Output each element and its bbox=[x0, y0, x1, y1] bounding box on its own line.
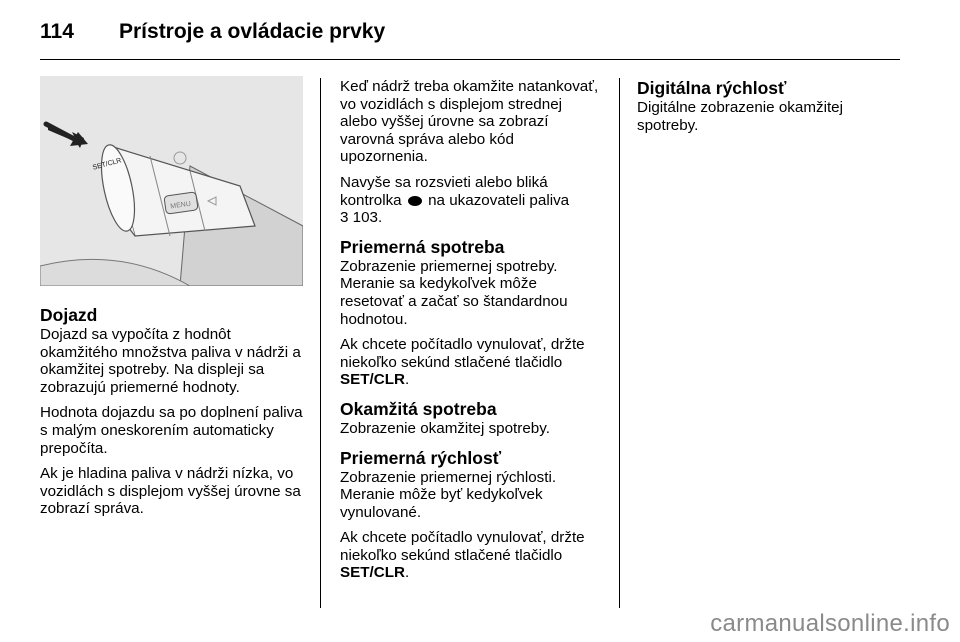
column-divider-2 bbox=[619, 78, 620, 608]
set-clr-button-ref: SET/CLR bbox=[340, 371, 405, 389]
column-1 bbox=[40, 76, 305, 526]
speed-reset-text: Ak chcete počítadlo vynulovať, držte niekoľko sekúnd stlačené tlačidlo bbox=[340, 529, 585, 564]
digital-speed-paragraph: Digitálne zobrazenie okamžitej spotreby. bbox=[637, 99, 843, 134]
average-consumption-paragraph-2: Ak chcete počítadlo vynulovať, držte niekoľko sekúnd stlačené tlačidlo SET/CLR. bbox=[340, 336, 585, 389]
fuel-light-paragraph bbox=[340, 174, 602, 227]
set-clr-label: SET/CLR bbox=[91, 157, 123, 172]
heading-instant-consumption: Okamžitá spotreba bbox=[340, 398, 497, 419]
fuel-warning-paragraph: Keď nádrž treba okamžite natankovať, vo vozidlách s displejom strednej alebo vyššej úrovne sa zobrazí varovná správa alebo kód upozornenia. bbox=[340, 78, 599, 166]
menu-label: MENU bbox=[169, 200, 192, 211]
column-2 bbox=[340, 78, 602, 590]
page-title: Prístroje a ovládacie prvky bbox=[119, 20, 386, 43]
heading-dojazd: Dojazd bbox=[40, 305, 98, 325]
avg-reset-text: Ak chcete počítadlo vynulovať, držte niekoľko sekúnd stlačené tlačidlo bbox=[340, 336, 585, 371]
dojazd-paragraph-3: Ak je hladina paliva v nádrži nízka, vo vozidlách s displejom vyššej úrovne sa zobrazí správa. bbox=[40, 465, 301, 518]
heading-average-consumption: Priemerná spotreba bbox=[340, 236, 505, 257]
page-reference-link[interactable]: 3 103. bbox=[340, 209, 383, 227]
header-divider bbox=[40, 59, 900, 60]
page-header bbox=[40, 16, 900, 50]
average-speed-paragraph-2: Ak chcete počítadlo vynulovať, držte niekoľko sekúnd stlačené tlačidlo SET/CLR. bbox=[340, 529, 585, 582]
average-consumption-paragraph-1: Zobrazenie priemernej spotreby. Meranie sa kedykoľvek môže resetovať a začať so štandardnou hodnotou. bbox=[340, 257, 568, 328]
watermark: carmanualsonline.info bbox=[710, 610, 950, 637]
column-3 bbox=[637, 78, 899, 142]
dojazd-paragraph-1: Dojazd sa vypočíta z hodnôt okamžitého množstva paliva v nádrži a okamžitej spotreby. Na displeji sa zobrazujú priemerné hodnoty. bbox=[40, 326, 301, 396]
column-divider-1 bbox=[320, 78, 321, 608]
heading-average-speed: Priemerná rýchlosť bbox=[340, 447, 502, 468]
stalk-drawing-icon bbox=[40, 76, 303, 286]
average-speed-paragraph-1: Zobrazenie priemernej rýchlosti. Meranie môže byť kedykoľvek vynulované. bbox=[340, 468, 557, 521]
set-clr-button-ref-2: SET/CLR bbox=[340, 564, 405, 582]
heading-digital-speed: Digitálna rýchlosť bbox=[637, 78, 787, 98]
turn-signal-stalk-illustration bbox=[40, 76, 303, 286]
fuel-light-text-a: Navyše sa rozsvieti alebo bliká kontrolka bbox=[340, 173, 548, 209]
page-number: 114 bbox=[40, 20, 74, 43]
fuel-light-text-b: na ukazovateli paliva bbox=[428, 191, 570, 209]
dojazd-paragraph-2: Hodnota dojazdu sa po doplnení paliva s malým oneskorením automaticky prepočíta. bbox=[40, 404, 303, 457]
instant-consumption-paragraph: Zobrazenie okamžitej spotreby. bbox=[340, 419, 550, 437]
fuel-indicator-icon bbox=[408, 196, 422, 206]
